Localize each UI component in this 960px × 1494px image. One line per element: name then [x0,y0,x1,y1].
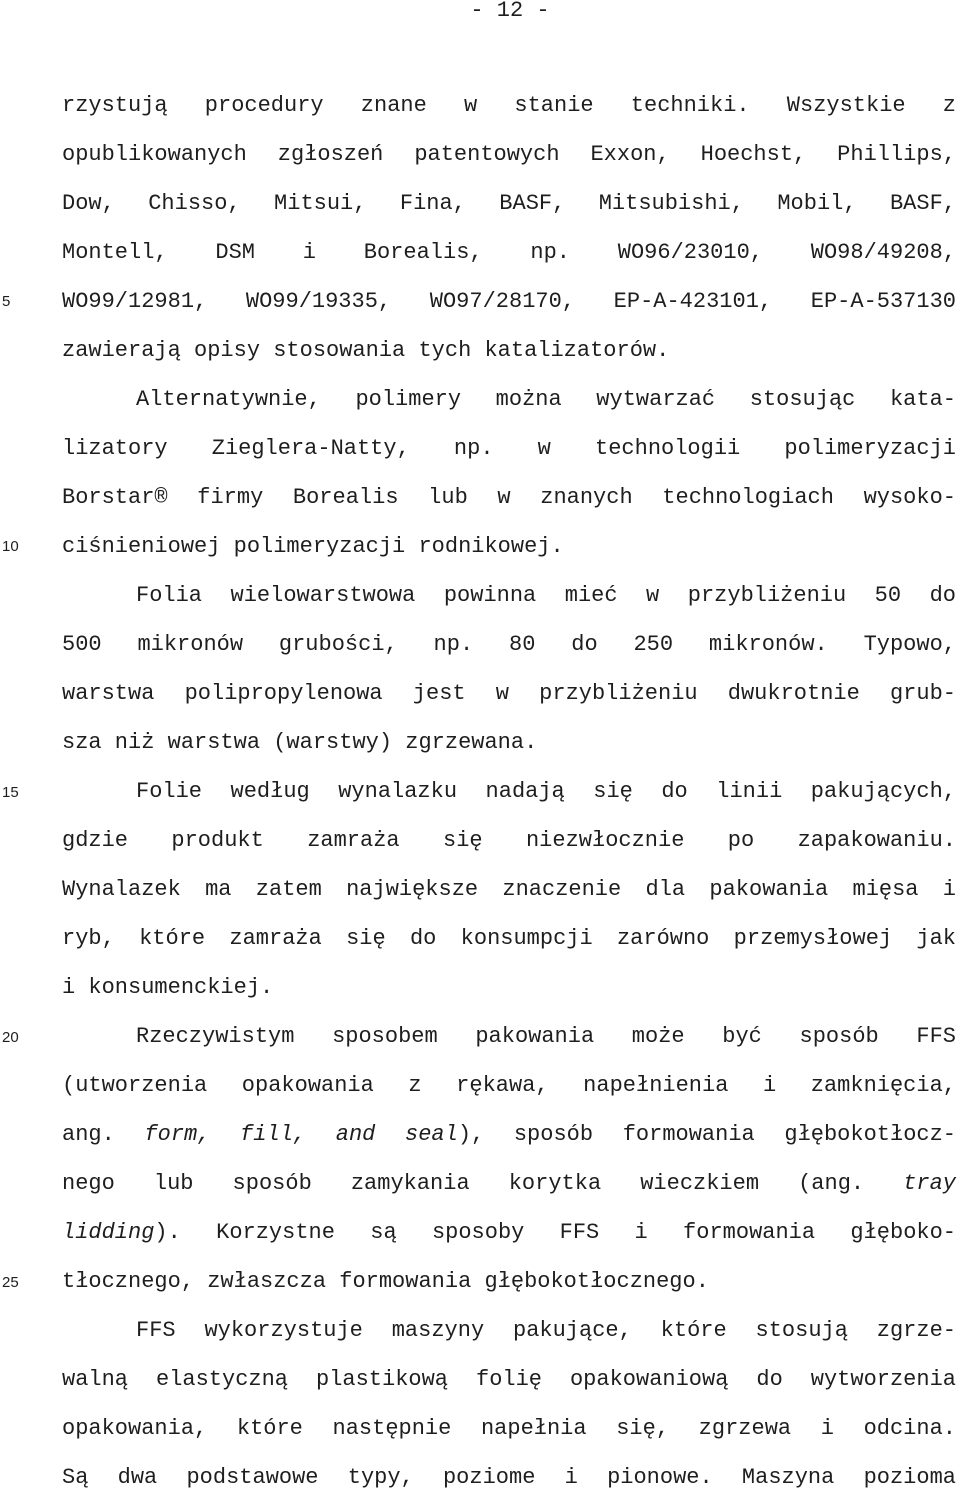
text-line: 500 mikronów grubości, np. 80 do 250 mikronów. Typowo, [62,632,956,657]
text-line: ciśnieniowej polimeryzacji rodnikowej. [62,534,564,559]
text-line: Folie według wynalazku nadają się do linii pakujących, [136,779,956,804]
text-line-with-italic: nego lub sposób zamykania korytka wieczkiem (ang. tray [62,1171,956,1196]
text-line-with-italic: lidding). Korzystne są sposoby FFS i formowania głęboko- [62,1220,956,1245]
text-line: Wynalazek ma zatem największe znaczenie dla pakowania mięsa i [62,877,956,902]
text-line: rzystują procedury znane w stanie techniki. Wszystkie z [62,93,956,118]
text-line: gdzie produkt zamraża się niezwłocznie po zapakowaniu. [62,828,956,853]
margin-line-number-15: 15 [2,784,19,801]
text-line: Montell, DSM i Borealis, np. WO96/23010, WO98/49208, [62,240,956,265]
text-line: WO99/12981, WO99/19335, WO97/28170, EP-A-423101, EP-A-537130 [62,289,956,314]
text-line: sza niż warstwa (warstwy) zgrzewana. [62,730,538,755]
text-line: walną elastyczną plastikową folię opakowaniową do wytworzenia [62,1367,956,1392]
italic-term: form, fill, and seal [144,1122,458,1147]
text-line: opakowania, które następnie napełnia się, zgrzewa i odcina. [62,1416,956,1441]
margin-line-number-25: 25 [2,1274,19,1291]
text-line: Borstar® firmy Borealis lub w znanych technologiach wysoko- [62,485,956,510]
text-line: Rzeczywistym sposobem pakowania może być sposób FFS [136,1024,956,1049]
margin-line-number-10: 10 [2,538,19,555]
text-line: tłocznego, zwłaszcza formowania głębokotłocznego. [62,1269,709,1294]
margin-line-number-20: 20 [2,1029,19,1046]
text-line: Dow, Chisso, Mitsui, Fina, BASF, Mitsubishi, Mobil, BASF, [62,191,956,216]
text-line: opublikowanych zgłoszeń patentowych Exxon, Hoechst, Phillips, [62,142,956,167]
text-line: Folia wielowarstwowa powinna mieć w przybliżeniu 50 do [136,583,956,608]
text-line: lizatory Zieglera-Natty, np. w technologii polimeryzacji [62,436,956,461]
text-line: Alternatywnie, polimery można wytwarzać stosując kata- [136,387,956,412]
text-line-with-italic: ang. form, fill, and seal), sposób formowania głębokotłocz- [62,1122,956,1147]
text-line: Są dwa podstawowe typy, poziome i pionowe. Maszyna pozioma [62,1465,956,1490]
text-line: ryb, które zamraża się do konsumpcji zarówno przemysłowej jak [62,926,956,951]
text-line: i konsumenckiej. [62,975,274,1000]
text-line: zawierają opisy stosowania tych katalizatorów. [62,338,670,363]
text-line: FFS wykorzystuje maszyny pakujące, które stosują zgrze- [136,1318,956,1343]
text-line: (utworzenia opakowania z rękawa, napełnienia i zamknięcia, [62,1073,956,1098]
text-line: warstwa polipropylenowa jest w przybliżeniu dwukrotnie grub- [62,681,956,706]
italic-term: lidding [62,1220,155,1245]
page-number: - 12 - [470,0,550,23]
italic-term: tray [903,1171,956,1196]
margin-line-number-5: 5 [2,293,11,310]
